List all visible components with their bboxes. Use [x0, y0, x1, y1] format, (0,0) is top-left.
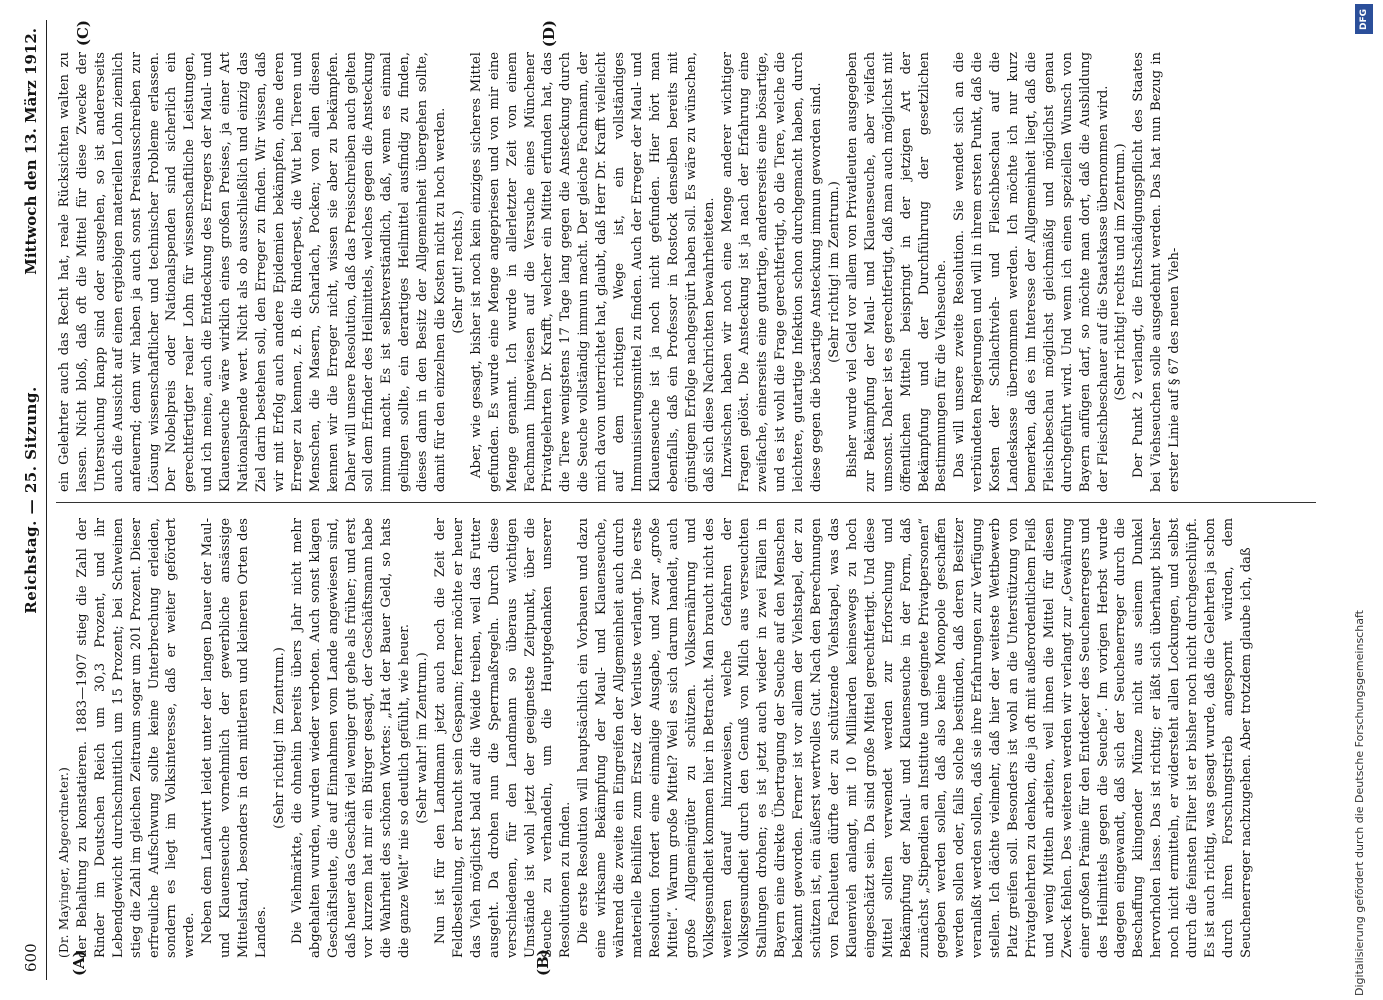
margin-mark-b: (B): [534, 949, 552, 976]
dfg-logo: DFG: [1355, 4, 1373, 34]
paragraph: Neben dem Landwirt leidet unter der langen Dauer der Maul- und Klauenseuche vornehmlich der gewerbliche ansässige Mittelstand, besonders in den mittleren und kleineren Orten des Landes.: [200, 518, 269, 958]
paragraph: Aber, wie gesagt, bisher ist noch kein einziges sicheres Mittel gefunden. Es wurde eine Menge angepriesen und von mir eine Menge genannt. Ich wurde in allerletzter Zeit von einem Fachmann hingewiesen auf die Versuche eines Münchener Privatgelehrten Dr. Krafft, welcher ein Mittel erfunden hat, das die Tiere wenigstens 17 Tage lang gegen die Ansteckung durch die Seuche vollständig immun macht. Der gleiche Fachmann, der mich davon unterrichtet hat, glaubt, daß Herr Dr. Krafft vielleicht auf dem richtigen Wege ist, ein vollständiges Immunisierungsmittel zu finden. Auch der Erreger der Maul- und Klauenseuche ist ja noch nicht gefunden. Hier hört man ebenfalls, daß ein Professor in Rostock denselben bereits mit günstigem Erfolge nachgespürt haben soll. Es wäre zu wünschen, daß sich diese Nachrichten bewahrheiteten.: [468, 52, 717, 492]
left-column: [56, 518, 1316, 958]
margin-mark-c: (C): [74, 20, 92, 47]
column-divider: [56, 502, 1316, 503]
credit-text: Digitalisierung gefördert durch die Deutsche Forschungsgemeinschaft: [1353, 610, 1366, 996]
paragraph: Nun ist für den Landmann jetzt auch noch die Zeit der Feldbestellung, er braucht sein Gespann; ferner möchte er heuer das Vieh möglichst bald auf die Weide treiben, weil das Futter ausgeht. Da drohen nun die Sperrmaßregeln. Durch diese verschiedenen, für den Landmann so überaus wichtigen Umstände ist wohl jetzt der geeignetste Zeitpunkt, über die Seuche zu verhandeln, um die Hauptgedanken unserer Resolutionen zu finden.: [433, 518, 574, 958]
paragraph: Bisher wurde viel Geld vor allem von Privatleuten ausgegeben zur Bekämpfung der Maul- und Klauenseuche, aber vielfach umsonst. Daher ist es gerechtfertigt, daß man auch möglichst mit öffentlichen Mitteln beispringt in der jetzigen Art der Bekämpfung und der Durchführung der gesetzlichen Bestimmungen für die Viehseuche.: [844, 52, 950, 492]
interjection: (Sehr wahr! im Zentrum.): [415, 652, 431, 824]
paragraph: Die Viehmärkte, die ohnehin bereits übers Jahr nicht mehr abgehalten wurden, wurden wieder verboten. Auch sonst klagen Geschäftsleute, die auf Einnahmen vom Lande angewiesen sind, daß heuer das Geschäft viel weniger gut gehe als früher; und erst vor kurzem hat mir ein Bürger gesagt, der Geschäftsmann habe die Wahrheit des schönen Wortes: „Hat der Bauer Geld, so hats die ganze Welt“ nie so deutlich gefühlt, wie heuer.: [289, 518, 413, 958]
document-page: [16, 20, 1316, 980]
text-columns: [56, 20, 1316, 976]
session-date: Mittwoch den 13. März 1912.: [22, 28, 40, 275]
margin-mark-a: (A): [70, 950, 88, 976]
speaker-label: (Dr. Mayinger, Abgeordneter.): [57, 766, 71, 958]
page-number: 600: [22, 943, 40, 972]
right-column: [56, 52, 1316, 492]
paragraph: der Behaltung zu konstatieren. 1883—1907 stieg die Zahl der Rinder im Deutschen Reich um 30,3 Prozent, und ihr Lebendgewicht durchschnittlich um 15 Prozent; bei Schweinen stieg die Zahl im gleichen Zeitraum sogar um 201 Prozent. Dieser erfreuliche Aufschwung sollte keine Unterbrechung erleiden, sondern es liegt im Volksinteresse, daß er weiter gefördert werde.: [74, 518, 198, 958]
paragraph: ein Gelehrter auch das Recht hat, reale Rücksichten walten zu lassen. Nicht bloß, daß oft die Mittel für diese Zwecke der Untersuchung knapp sind oder ausgehen, so ist andererseits auch die Aussicht auf einen ergiebigen materiellen Lohn ziemlich anfeuernd; denn wir haben ja auch sonst Preisausschreiben zur Lösung wissenschaftlicher und technischer Probleme erlassen. Der Nobelpreis oder Nationalspenden sind sicherlich ein gerechtfertigter realer Lohn für wissenschaftliche Leistungen, und ich meine, auch die Entdeckung des Erregers der Maul- und Klauenseuche wäre wirklich eines großen Preises, ja einer Art Nationalspende wert. Nicht als ob ausschließlich und einzig das Ziel darin bestehen soll, den Erreger zu finden. Wir wissen, daß wir mit Erfolg auch andere Epidemien bekämpfen, ohne deren Erreger zu kennen, z. B. die Rinderpest, die Wut bei Tieren und Menschen, die Masern, Scharlach, Pocken; von allen diesen kennen wir die Erreger nicht, wissen sie aber zu bekämpfen. Daher will unsere Resolution, daß das Preisschreiben auch gelten soll dem Erfinder des Heilmittels, welches gegen die Ansteckung immun macht. Es ist selbstverständlich, daß, wenn es einmal gelingen sollte, ein derartiges Heilmittel ausfindig zu finden, dieses dann in den Besitz der Allgemeinheit übergehen sollte, damit für den einzelnen die Kosten nicht zu hoch werden.: [57, 52, 449, 492]
interjection: (Sehr richtig! rechts und im Zentrum.): [1113, 143, 1129, 401]
header-rule: [46, 20, 47, 980]
chamber-name: Reichstag.: [22, 520, 40, 614]
title-dash: —: [22, 498, 40, 515]
paragraph: Die erste Resolution will hauptsächlich ein Vorbauen und dazu eine wirksame Bekämpfung der Maul- und Klauenseuche, während die zweite ein Eingreifen der Allgemeinheit auch durch materielle Beihilfen zum Ersatz der Verluste verlangt. Die erste Resolution fordert eine einmalige Ausgabe, und zwar „große Mittel“. Warum große Mittel? Weil es sich darum handelt, auch große Allgemeingüter zu schützen. Volksernährung und Volksgesundheit kommen hier in Betracht. Man braucht nicht des weiteren darauf hinzuweisen, welche Gefahren der Volksgesundheit durch den Genuß von Milch aus verseuchten Stallungen drohen; es ist jetzt auch wieder in zwei Fällen in Bayern eine direkte Übertragung der Seuche auf den Menschen bekannt geworden. Ferner ist vor allem der Viehstapel, der zu schützen ist, ein äußerst wertvolles Gut. Nach den Berechnungen von Fachleuten dürfte der zu schützende Viehstapel, was das Klauenvieh anlangt, mit 10 Milliarden keineswegs zu hoch eingeschätzt sein. Da sind große Mittel gerechtfertigt. Und diese Mittel sollten verwendet werden zur Erforschung und Bekämpfung der Maul- und Klauenseuche in der Form, daß zunächst „Stipendien an Institute und geeignete Privatpersonen“ gegeben werden sollen, daß also keine Monopole geschaffen werden sollen oder, falls solche bestünden, daß deren Besitzer veranlaßt werden sollen, daß sie ihre Erfahrungen zur Verfügung stellen. Ich dächte vielmehr, daß hier der weiteste Wettbewerb Platz greifen soll. Besonders ist wohl an die Unterstützung von Privatgelehrten zu denken, die ja oft mit außerordentlichem Fleiß und wenig Mitteln arbeiten, weil ihnen die Mittel für diesen Zweck fehlen. Des weiteren werden wir verlangt zur „Gewährung einer großen Prämie für den Entdecker des Seuchenerregers und des Heilmittels gegen die Seuche“. Im vorigen Herbst wurde dagegen eingewandt, daß sich der Seuchenerreger durch die Beschaffung klingender Münze nicht aus seinem Dunkel hervorholen lasse. Das ist richtig; er läßt sich überhaupt bisher noch nicht ermitteln, er widersteht allen Lockungen, und selbst durch die feinsten Filter ist er bisher noch nicht durchgeschlüpft. Es ist auch richtig, was gesagt wurde, daß die Gelehrten ja schon durch ihren Forschungstrieb angespornt würden, dem Seuchenerreger nachzugehen. Aber trotzdem glaube ich, daß: [576, 518, 1254, 958]
session-label: 25. Sitzung.: [22, 386, 40, 494]
paragraph: Der Punkt 2 verlangt, die Entschädigungspflicht des Staates bei Viehseuchen solle ausgedehnt werden. Das hat nun Bezug in erster Linie auf § 67 des neuen Vieh-: [1131, 52, 1183, 492]
interjection: (Sehr richtig! im Zentrum.): [826, 181, 842, 363]
page-header: [16, 20, 44, 980]
interjection: (Sehr richtig! im Zentrum.): [271, 647, 287, 829]
paragraph: Inzwischen haben wir noch eine Menge anderer wichtiger Fragen gelöst. Die Ansteckung ist ja nach der Erfahrung eine zweifache, einerseits eine gutartige, andererseits eine bösartige, und es ist wohl die Frage gerechtfertigt, ob die Tiere, welche die leichtere, gutartige Infektion schon durchgemacht haben, durch diese gegen die bösartige Ansteckung immun geworden sind.: [719, 52, 825, 492]
digitization-credit: [1353, 16, 1375, 996]
paragraph: Das will unsere zweite Resolution. Sie wendet sich an die verbündeten Regierungen und will in ihrem ersten Punkt, daß die Kosten der Schlachtvieh- und Fleischbeschau auf die Landeskasse übernommen werden. Ich möchte ich nur kurz bemerken, daß es im Interesse der Allgemeinheit liegt, daß die Fleischbeschau möglichst gleichmäßig und möglichst genau durchgeführt wird. Und wenn ich einen speziellen Wunsch von Bayern anfügen darf, so möchte man dort, daß die Ausbildung der Fleischbeschauer auf die Staatskasse übernommen wird.: [952, 52, 1111, 492]
interjection: (Sehr gut! rechts.): [450, 210, 466, 334]
margin-mark-d: (D): [540, 20, 558, 48]
